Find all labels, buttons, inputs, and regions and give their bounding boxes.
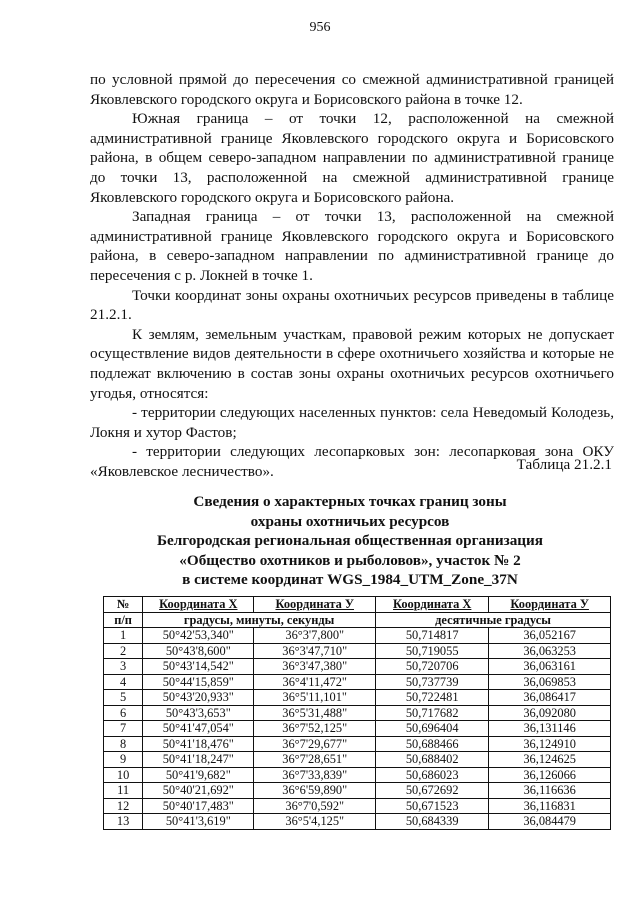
cell-number: 1 [104, 628, 143, 644]
paragraph: - территории следующих лесопарковых зон: лесопарковая зона ОКУ «Яковлевское лесничество». [90, 443, 614, 480]
paragraph: по условной прямой до пересечения со смежной административной границей Яковлевского городского округа и Борисовского района в точке 12. [90, 71, 614, 108]
header-x-dms: Координата Х [143, 597, 254, 613]
table-row [104, 752, 611, 768]
paragraph: Точки координат зоны охраны охотничьих ресурсов приведены в таблице 21.2.1. [90, 286, 614, 324]
cell-x-dms: 50°41'18,247" [143, 752, 254, 768]
cell-number: 5 [104, 690, 143, 706]
cell-y-dms: 36°7'29,677" [254, 736, 376, 752]
cell-x-dms: 50°40'21,692" [143, 783, 254, 799]
table-header-row [104, 597, 611, 613]
paragraph: Южная граница – от точки 12, расположенной на смежной административной границе Яковлевского городского округа и Борисовского района, в общем северо-западном направлении по административной границе до точки 13, расположенной на смежной административной границе Яковлевского городского округа и Борисовского района. [90, 110, 614, 206]
header-number: № [104, 597, 143, 613]
cell-number: 8 [104, 736, 143, 752]
cell-y-dec: 36,084479 [489, 814, 611, 830]
subheader-dms: градусы, минуты, секунды [143, 612, 376, 628]
cell-x-dms: 50°44'15,859" [143, 674, 254, 690]
cell-y-dms: 36°7'28,651" [254, 752, 376, 768]
cell-y-dec: 36,124625 [489, 752, 611, 768]
cell-number: 2 [104, 643, 143, 659]
cell-x-dec: 50,686023 [376, 767, 489, 783]
cell-x-dms: 50°41'3,619" [143, 814, 254, 830]
cell-x-dms: 50°41'47,054" [143, 721, 254, 737]
table-row [104, 659, 611, 675]
cell-number: 9 [104, 752, 143, 768]
table-row [104, 643, 611, 659]
table-row [104, 721, 611, 737]
table-title-line: Белгородская региональная общественная организация [156, 532, 544, 549]
cell-y-dec: 36,116831 [489, 798, 611, 814]
subheader-dec: десятичные градусы [376, 612, 611, 628]
cell-x-dms: 50°41'9,682" [143, 767, 254, 783]
cell-x-dec: 50,684339 [376, 814, 489, 830]
cell-y-dec: 36,086417 [489, 690, 611, 706]
cell-number: 4 [104, 674, 143, 690]
cell-x-dec: 50,722481 [376, 690, 489, 706]
header-y-dec: Координата У [489, 597, 611, 613]
cell-number: 12 [104, 798, 143, 814]
cell-x-dec: 50,688402 [376, 752, 489, 768]
cell-number: 13 [104, 814, 143, 830]
cell-x-dec: 50,696404 [376, 721, 489, 737]
cell-y-dms: 36°3'47,380" [254, 659, 376, 675]
cell-number: 11 [104, 783, 143, 799]
table-row [104, 705, 611, 721]
cell-x-dec: 50,717682 [376, 705, 489, 721]
table-body [104, 628, 611, 830]
cell-x-dms: 50°41'18,476" [143, 736, 254, 752]
cell-y-dms: 36°3'47,710" [254, 643, 376, 659]
cell-y-dec: 36,116636 [489, 783, 611, 799]
table-title [100, 492, 600, 590]
cell-x-dms: 50°43'3,653" [143, 705, 254, 721]
cell-number: 10 [104, 767, 143, 783]
cell-y-dec: 36,063161 [489, 659, 611, 675]
cell-x-dec: 50,719055 [376, 643, 489, 659]
table-subheader-row [104, 612, 611, 628]
cell-number: 7 [104, 721, 143, 737]
table-title-line: в системе координат WGS_1984_UTM_Zone_37N [182, 571, 518, 588]
table-row [104, 783, 611, 799]
cell-y-dec: 36,052167 [489, 628, 611, 644]
cell-x-dec: 50,714817 [376, 628, 489, 644]
cell-number: 3 [104, 659, 143, 675]
table-row [104, 736, 611, 752]
header-x-dec: Координата Х [376, 597, 489, 613]
header-y-dms: Координата У [254, 597, 376, 613]
body-text [90, 70, 614, 481]
cell-x-dms: 50°43'14,542" [143, 659, 254, 675]
table-row [104, 767, 611, 783]
table-row [104, 798, 611, 814]
cell-y-dec: 36,124910 [489, 736, 611, 752]
table-caption: Таблица 21.2.1 [516, 456, 612, 473]
cell-y-dms: 36°5'11,101" [254, 690, 376, 706]
cell-y-dms: 36°6'59,890" [254, 783, 376, 799]
cell-x-dms: 50°42'53,340" [143, 628, 254, 644]
table-row [104, 690, 611, 706]
cell-x-dms: 50°40'17,483" [143, 798, 254, 814]
table-title-line: охраны охотничьих ресурсов [250, 512, 450, 530]
cell-y-dec: 36,126066 [489, 767, 611, 783]
cell-y-dec: 36,131146 [489, 721, 611, 737]
cell-x-dms: 50°43'20,933" [143, 690, 254, 706]
cell-y-dec: 36,092080 [489, 705, 611, 721]
cell-y-dms: 36°4'11,472" [254, 674, 376, 690]
cell-y-dms: 36°3'7,800" [254, 628, 376, 644]
cell-y-dec: 36,063253 [489, 643, 611, 659]
cell-x-dec: 50,688466 [376, 736, 489, 752]
cell-number: 6 [104, 705, 143, 721]
cell-y-dms: 36°5'4,125" [254, 814, 376, 830]
table-row [104, 628, 611, 644]
coordinates-table [103, 596, 611, 830]
table-title-line: «Общество охотников и рыболовов», участок № 2 [179, 551, 521, 569]
paragraph: К землям, земельным участкам, правовой режим которых не допускает осуществление видов деятельности в сфере охотничьего хозяйства и которые не подлежат включению в состав зоны охраны охотничьих ресурсов охотничьего угодья, относятся: [90, 325, 614, 402]
cell-x-dec: 50,671523 [376, 798, 489, 814]
cell-y-dms: 36°5'31,488" [254, 705, 376, 721]
paragraph: - территории следующих населенных пунктов: села Неведомый Колодезь, Локня и хутор Фастов; [90, 404, 614, 441]
cell-y-dms: 36°7'33,839" [254, 767, 376, 783]
page-number: 956 [309, 20, 331, 35]
cell-y-dms: 36°7'52,125" [254, 721, 376, 737]
cell-y-dms: 36°7'0,592" [254, 798, 376, 814]
table-title-line: Сведения о характерных точках границ зоны [193, 493, 507, 510]
paragraph: Западная граница – от точки 13, расположенной на смежной административной границе Яковлевского городского округа и Борисовского района, в северо-западном направлении по административной границе до пересечения с р. Локней в точке 1. [90, 208, 614, 284]
cell-x-dec: 50,737739 [376, 674, 489, 690]
header-pp: п/п [104, 612, 143, 628]
cell-x-dec: 50,720706 [376, 659, 489, 675]
table-row [104, 814, 611, 830]
cell-x-dms: 50°43'8,600" [143, 643, 254, 659]
cell-y-dec: 36,069853 [489, 674, 611, 690]
cell-x-dec: 50,672692 [376, 783, 489, 799]
table-row [104, 674, 611, 690]
